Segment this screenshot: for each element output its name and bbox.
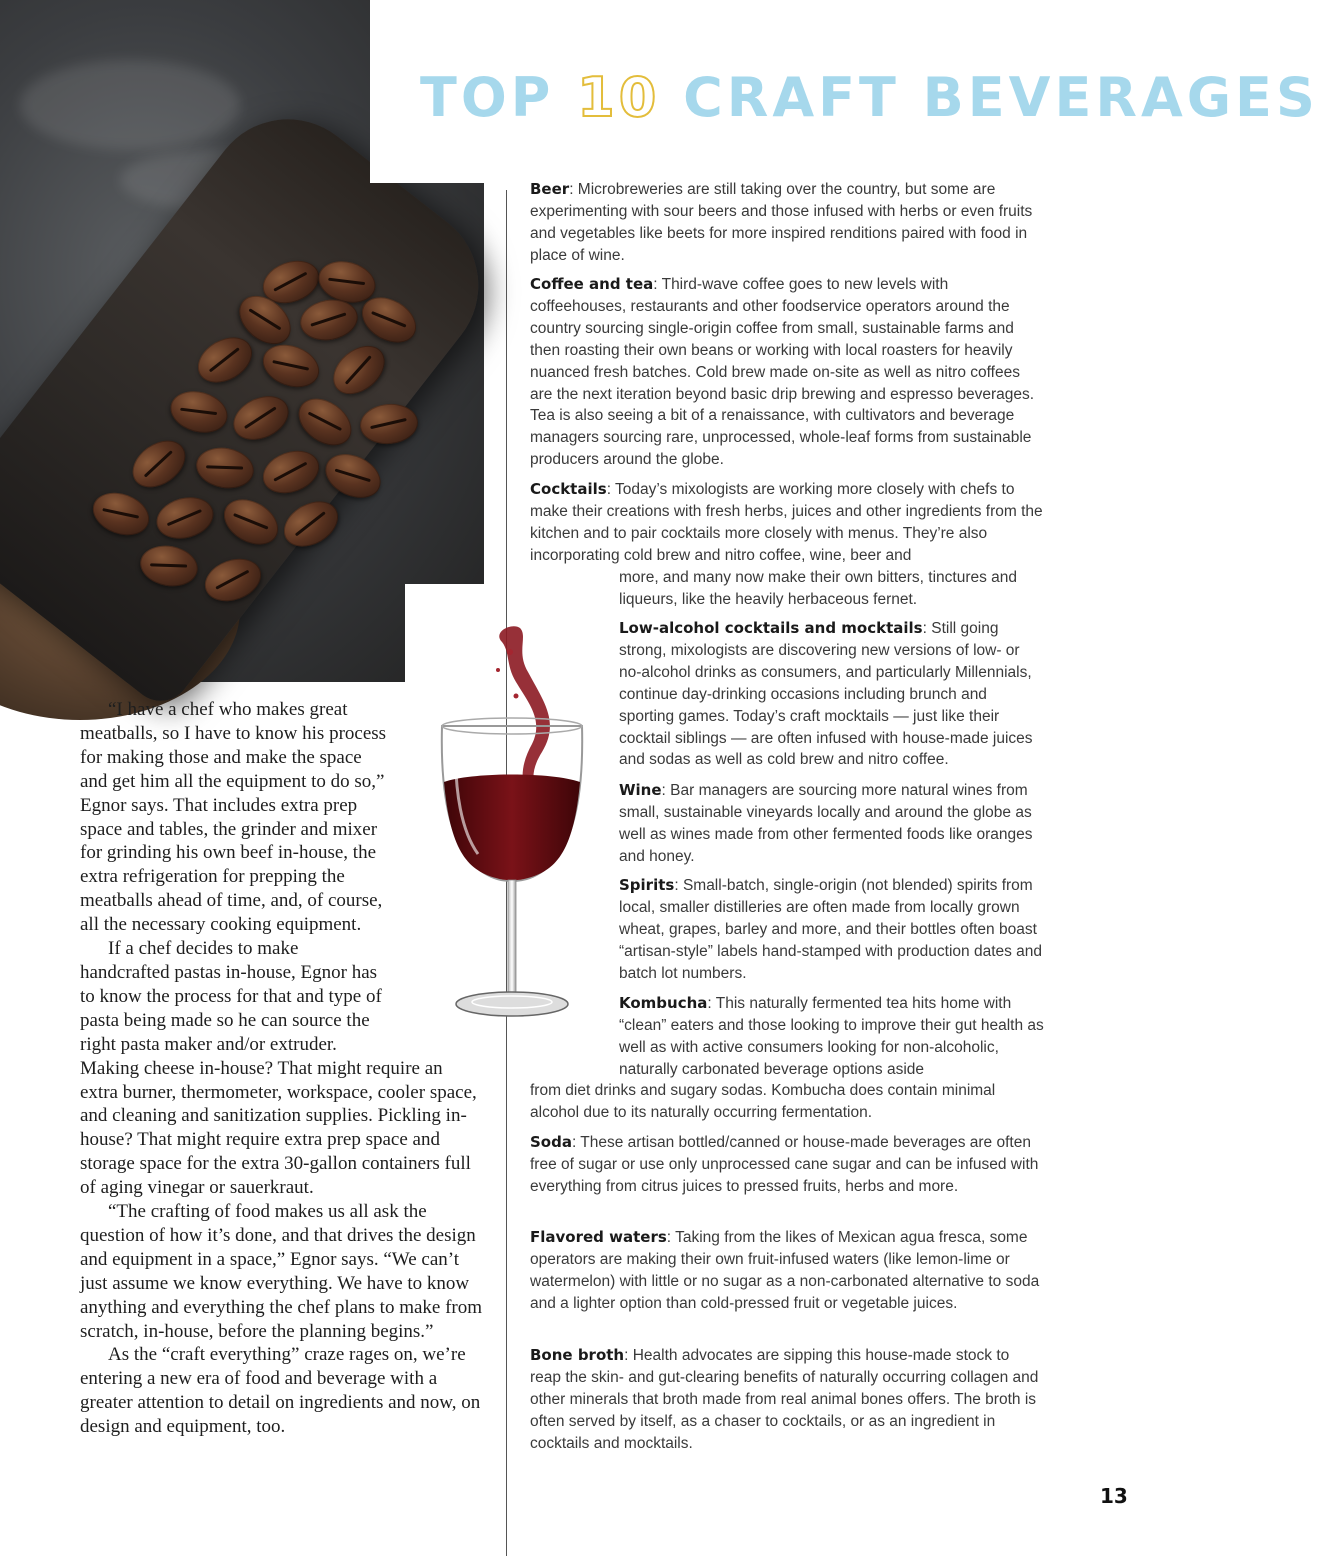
beverage-term: Bone broth <box>530 1346 625 1364</box>
beverage-flavored-waters <box>530 1227 1044 1315</box>
beverage-kombucha-continued <box>530 1080 1044 1124</box>
beverage-spirits <box>619 875 1044 985</box>
title-suffix: CRAFT BEVERAGES <box>683 66 1319 129</box>
article-paragraph: Making cheese in-house? That might require an extra burner, thermometer, workspace, cooler space, and cleaning and sanitization supplies. Pickling in-house? That might require extra prep space and storage space for the extra 30-gallon containers full of aging vinegar or sauerkraut. <box>80 1057 477 1199</box>
beverage-coffee-and-tea <box>530 274 1044 471</box>
page-number: 13 <box>1100 1484 1128 1508</box>
beverage-text-continued: from diet drinks and sugary sodas. Kombucha does contain minimal alcohol due to its naturally occurring fermentation. <box>530 1082 996 1121</box>
beverage-kombucha <box>619 993 1044 1081</box>
title-number: 10 <box>577 66 661 129</box>
article-paragraph: If a chef decides to make handcrafted pastas in-house, Egnor has to know the process for that and type of pasta being made so he can source the right pasta maker and/or extruder. <box>80 938 382 1055</box>
beverage-text: : Third-wave coffee goes to new levels with coffeehouses, restaurants and other foodservice operators around the country sourcing single-origin coffee from small, sustainable farms and then roasting their own beans or working with local roasters for heavily nuanced fresh batches. Cold brew made on-site as well as nitro coffees are the next iteration beyond basic drip brewing and espresso beverages. Tea is also seeing a bit of a renaissance, with cultivators and beverage managers sourcing rare, unprocessed, whole-leaf forms from sustainable producers around the globe. <box>530 276 1035 469</box>
beverage-text: : Taking from the likes of Mexican agua fresca, some operators are making their own fruit-infused waters (like lemon-lime or watermelon) with little or no sugar as a non-carbonated alternative to soda and a lighter option than cold-pressed fruit or vegetable juices. <box>530 1229 1040 1312</box>
beverage-text: : Small-batch, single-origin (not blended) spirits from local, smaller distilleries are often made from locally grown wheat, grapes, barley and more, and their bottles often boast “artisan-style” labels hand-stamped with production dates and batch lot numbers. <box>619 877 1043 982</box>
beverage-term: Wine <box>619 781 662 799</box>
beverage-text: : Microbreweries are still taking over the country, but some are experimenting with sour beers and those infused with herbs or even fruits and vegetables like beets for more inspired renditions paired with food in place of wine. <box>530 181 1033 264</box>
beverage-text: : Bar managers are sourcing more natural wines from small, sustainable vineyards locally and around the globe as well as wines made from other fermented foods like oranges and honey. <box>619 782 1033 865</box>
beverage-text: : These artisan bottled/canned or house-made beverages are often free of sugar or use only unprocessed cane sugar and can be infused with everything from citrus juices to pressed fruits, herbs and more. <box>530 1134 1039 1195</box>
article-paragraph: “I have a chef who makes great meatballs, so I have to know his process for making those and make the space and get him all the equipment to do so,” Egnor says. That includes extra prep space and tables, the grinder and mixer for grinding his own beef in-house, the extra refrigeration for prepping the meatballs ahead of time, and, of course, all the necessary cooking equipment. <box>80 699 387 936</box>
beverage-beer <box>530 179 1044 267</box>
beverage-text: : This naturally fermented tea hits home with “clean” eaters and those looking to improve their gut health as well as with active consumers looking for non-alcoholic, naturally carbonated beverage options aside <box>619 995 1044 1078</box>
beverage-term: Soda <box>530 1133 572 1151</box>
article-paragraph: “The crafting of food makes us all ask the question of how it’s done, and that drives the design and equipment in a space,” Egnor says. “We can’t just assume we know everything. We have to know anything and everything the chef plans to make from scratch, in-house, before the planning begins.” <box>80 1201 483 1342</box>
beverage-term: Low-alcohol cocktails and mocktails <box>619 619 923 637</box>
title-prefix: TOP <box>420 66 555 129</box>
beverage-text: : Still going strong, mixologists are discovering new versions of low- or no-alcohol drinks as consumers, and particularly Millennials, continue day-drinking occasions including brunch and sporting games. Today’s craft mocktails — just like their cocktail siblings — are often infused with house-made juices and sodas as well as cold brew and nitro coffee. <box>619 620 1033 769</box>
coffee-beans-photo <box>0 0 484 682</box>
article-body <box>80 698 484 1439</box>
beverage-soda <box>530 1132 1044 1198</box>
beverage-text: : Today’s mixologists are working more closely with chefs to make their creations with fresh herbs, juices and other ingredients from the kitchen and to pair cocktails more closely with menus. They’re also incorporating cold brew and nitro coffee, wine, beer and <box>530 481 1043 564</box>
article-paragraph: As the “craft everything” craze rages on, we’re entering a new era of food and beverage with a greater attention to detail on ingredients and now, on design and equipment, too. <box>80 1344 481 1438</box>
beverage-term: Cocktails <box>530 480 607 498</box>
beverage-text: : Health advocates are sipping this house-made stock to reap the skin- and gut-clearing benefits of naturally occurring collagen and other minerals that broth made from real animal bones offers. The broth is often served by itself, as a chaser to cocktails, or as an ingredient in cocktails and mocktails. <box>530 1347 1039 1452</box>
beverage-term: Beer <box>530 180 570 198</box>
beverage-term: Spirits <box>619 876 675 894</box>
beverage-bone-broth <box>530 1345 1044 1455</box>
beverage-cocktails <box>530 479 1044 610</box>
beverage-term: Flavored waters <box>530 1228 667 1246</box>
beverage-term: Kombucha <box>619 994 708 1012</box>
beverage-low-alcohol <box>619 618 1044 771</box>
beverage-wine <box>619 780 1044 868</box>
beverage-text-continued: more, and many now make their own bitters, tinctures and liqueurs, like the heavily herbaceous fernet. <box>619 568 1018 608</box>
beverage-term: Coffee and tea <box>530 275 654 293</box>
page-title <box>420 66 1319 132</box>
